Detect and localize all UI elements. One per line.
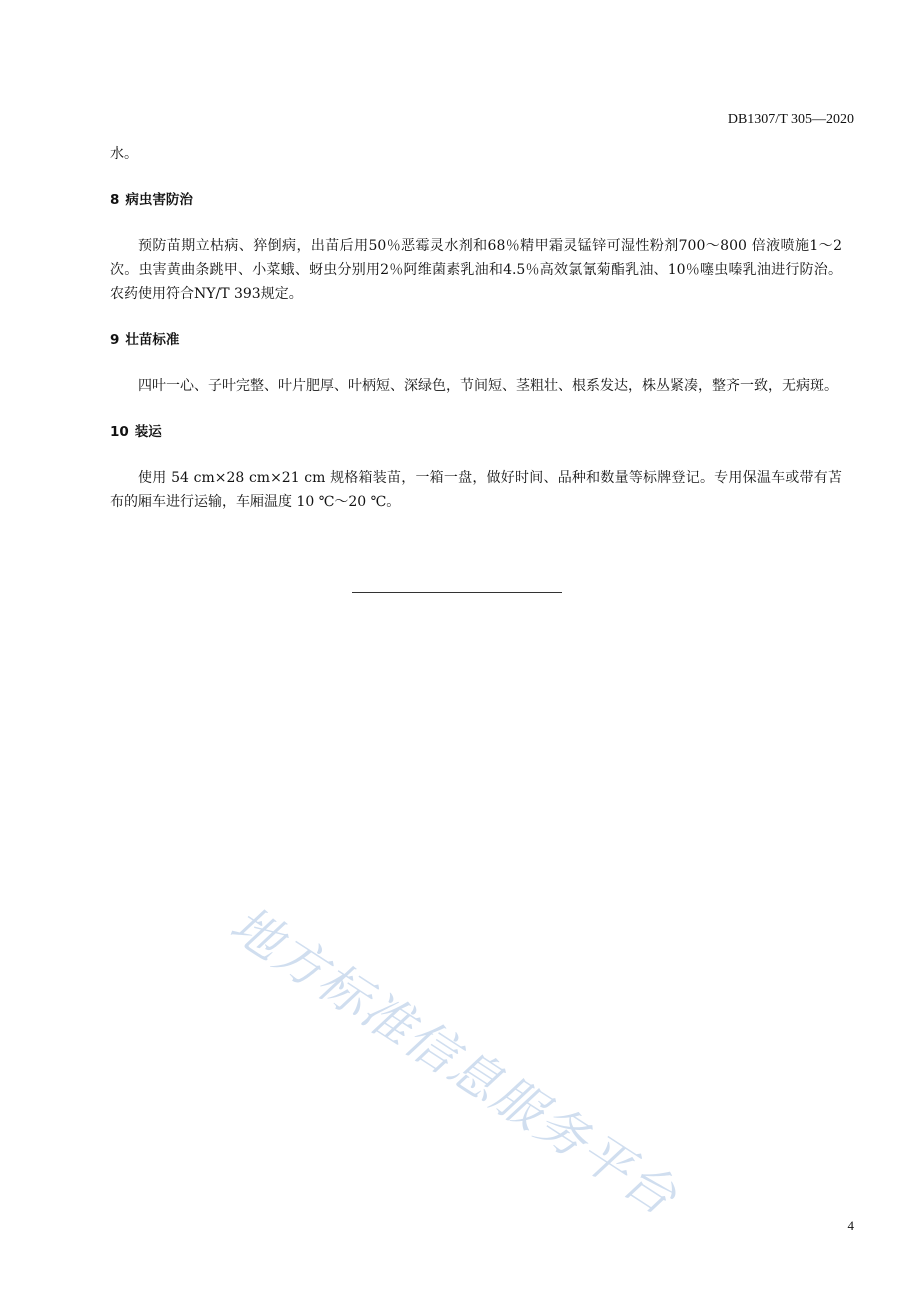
end-of-text-rule xyxy=(352,592,562,593)
section-10-paragraph: 使用 54 cm×28 cm×21 cm 规格箱装苗，一箱一盘，做好时间、品种和数量等标牌登记。专用保温车或带有苫布的厢车进行运输，车厢温度 10 ℃～20 ℃。 xyxy=(110,470,842,510)
section-10-number: 10 xyxy=(110,424,129,440)
section-8-title: 病虫害防治 xyxy=(125,192,193,208)
carryover-text: 水。 xyxy=(110,146,138,162)
section-8-paragraph: 预防苗期立枯病、猝倒病，出苗后用50％恶霉灵水剂和68％精甲霜灵锰锌可湿性粉剂700～800 倍液喷施1～2 次。虫害黄曲条跳甲、小菜蛾、蚜虫分别用2％阿维菌素乳油和4.5％高效氯氰菊酯乳油、10％噻虫嗪乳油进行防治。农药使用符合NY/T 393规定。 xyxy=(110,238,842,302)
section-8-number: 8 xyxy=(110,192,120,208)
document-code: DB1307/T 305—2020 xyxy=(727,112,854,127)
section-8-heading xyxy=(110,188,842,212)
section-9-number: 9 xyxy=(110,332,120,348)
section-9-paragraph: 四叶一心、子叶完整、叶片肥厚、叶柄短、深绿色，节间短、茎粗壮、根系发达，株丛紧凑，整齐一致，无病斑。 xyxy=(138,378,838,394)
section-9-title: 壮苗标准 xyxy=(125,332,180,348)
document-body xyxy=(110,142,842,514)
section-10-heading xyxy=(110,420,842,444)
watermark: 地方标准信息服务平台 xyxy=(220,895,688,1227)
page-number: 4 xyxy=(847,1218,854,1233)
section-10-title: 装运 xyxy=(134,424,162,440)
section-9-heading xyxy=(110,328,842,352)
